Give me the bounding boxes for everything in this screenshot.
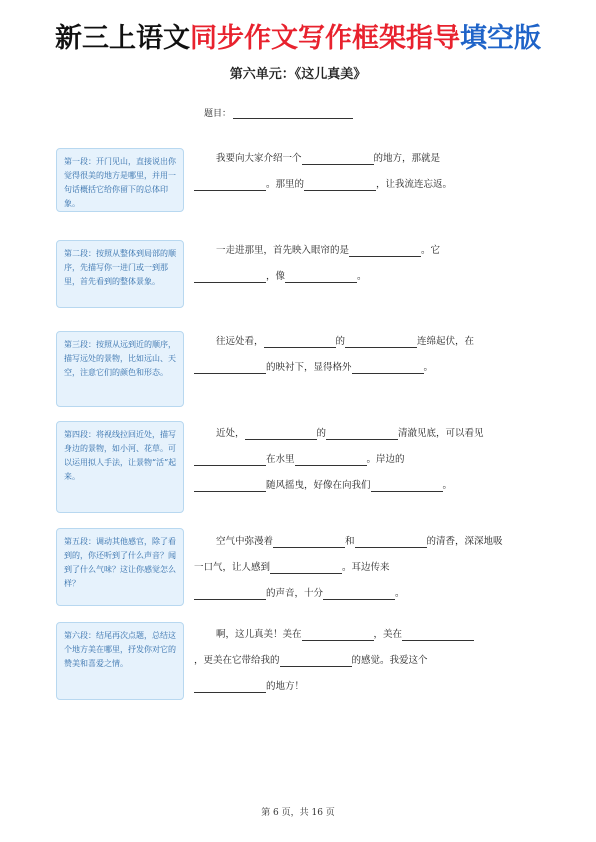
guide-box-2: 第二段：按照从整体到局部的顺序，先描写你一进门或一到那里，首先看到的整体景象。	[56, 240, 184, 308]
fill-blank[interactable]	[194, 359, 266, 374]
fill-blank[interactable]	[302, 150, 374, 165]
paragraph-6: 啊，这儿真美！美在 ，美在 ，更美在它带给我的 的感觉。我爱这个 的地方！	[194, 622, 504, 700]
fill-blank[interactable]	[280, 652, 352, 667]
fill-blank[interactable]	[194, 176, 266, 191]
fill-blank[interactable]	[349, 242, 421, 257]
guide-box-1: 第一段：开门见山，直接说出你觉得很美的地方是哪里，并用一句话概括它给你留下的总体印象。	[56, 148, 184, 212]
fill-blank[interactable]	[345, 333, 417, 348]
banner-part-grade: 新三上语文	[55, 23, 190, 54]
topic-label: 题目：	[204, 109, 232, 119]
fill-blank[interactable]	[402, 626, 474, 641]
fill-blank[interactable]	[371, 477, 443, 492]
fill-blank[interactable]	[270, 559, 342, 574]
guide-box-4: 第四段：将视线拉回近处，描写身边的景物，如小河、花草。可以运用拟人手法，让景物“活”起来。	[56, 421, 184, 513]
page-banner	[0, 16, 596, 55]
guide-box-3: 第三段：按照从远到近的顺序，描写远处的景物，比如远山、天空，注意它们的颜色和形态。	[56, 331, 184, 407]
fill-blank[interactable]	[295, 451, 367, 466]
paragraph-1: 我要向大家介绍一个 的地方，那就是 。那里的 ，让我流连忘返。	[194, 146, 504, 198]
paragraph-2: 一走进那里，首先映入眼帘的是 。它 ，像 。	[194, 238, 504, 290]
topic-field	[204, 106, 353, 119]
paragraph-4: 近处， 的 清澈见底，可以看见 在水里 。岸边的 随风摇曳，好像在向我们 。	[194, 421, 504, 499]
fill-blank[interactable]	[273, 533, 345, 548]
fill-blank[interactable]	[323, 585, 395, 600]
guide-box-5: 第五段：调动其他感官，除了看到的，你还听到了什么声音？闻到了什么气味？这让你感觉怎么样？	[56, 528, 184, 606]
fill-blank[interactable]	[264, 333, 336, 348]
fill-blank[interactable]	[194, 268, 266, 283]
fill-blank[interactable]	[245, 425, 317, 440]
topic-blank[interactable]	[233, 107, 353, 119]
banner-part-guide: 同步作文写作框架指导	[190, 23, 460, 54]
paragraph-5: 空气中弥漫着 和 的清香，深深地吸一口气，让人感到 。耳边传来 的声音，十分 。	[194, 529, 504, 607]
unit-title: 第六单元：《这儿真美》	[229, 67, 367, 82]
fill-blank[interactable]	[285, 268, 357, 283]
page-footer: 第 6 页，共 16 页	[261, 808, 335, 818]
banner-part-edition: 填空版	[460, 23, 541, 54]
fill-blank[interactable]	[352, 359, 424, 374]
fill-blank[interactable]	[304, 176, 376, 191]
fill-blank[interactable]	[194, 477, 266, 492]
fill-blank[interactable]	[194, 678, 266, 693]
guide-box-6: 第六段：结尾再次点题，总结这个地方美在哪里，抒发你对它的赞美和喜爱之情。	[56, 622, 184, 700]
fill-blank[interactable]	[194, 451, 266, 466]
fill-blank[interactable]	[326, 425, 398, 440]
fill-blank[interactable]	[302, 626, 374, 641]
fill-blank[interactable]	[355, 533, 427, 548]
paragraph-3: 往远处看， 的 连绵起伏，在 的映衬下，显得格外 。	[194, 329, 504, 381]
fill-blank[interactable]	[194, 585, 266, 600]
